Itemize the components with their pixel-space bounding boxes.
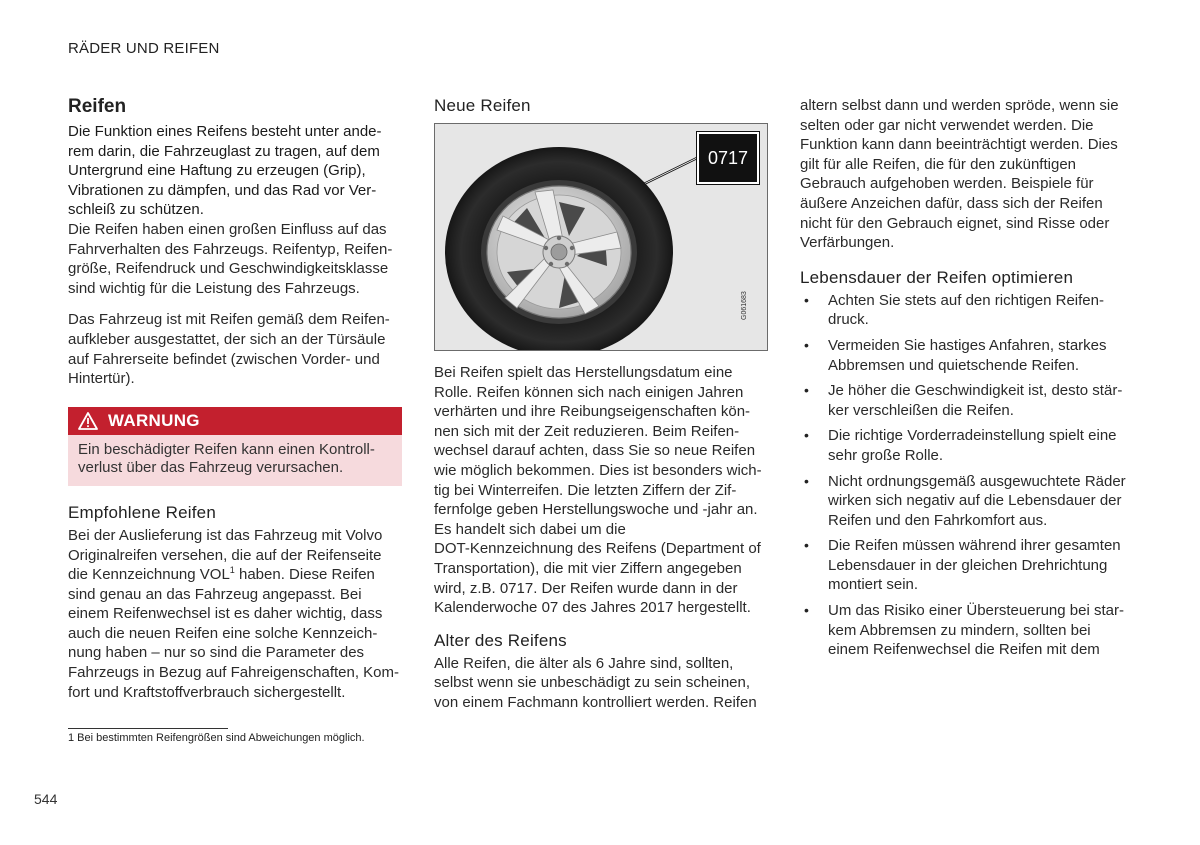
text-line: Transportation), die mit vier Ziffern angegeben xyxy=(434,559,742,577)
text-line: Das Fahrzeug ist mit Reifen gemäß dem Reifen- xyxy=(68,311,390,329)
text-line: fort und Kraftstoffverbrauch sichergestellt. xyxy=(68,683,346,701)
paragraph-recommended xyxy=(68,526,402,702)
paragraph-continued xyxy=(800,96,1134,253)
footnote-marker: 1 xyxy=(229,565,235,576)
warning-header xyxy=(68,407,402,435)
footnote-number: 1 xyxy=(68,732,75,744)
text-line: nicht für den Gebrauch eignet, sind Risse oder xyxy=(800,214,1110,232)
text-line: Untergrund eine Haftung zu erzeugen (Grip), xyxy=(68,162,366,180)
text-line: gilt für alle Reifen, die für den zukünftigen xyxy=(800,155,1076,173)
text-line: äußere Anzeichen dafür, dass sich der Reifen xyxy=(800,194,1103,212)
heading-lebensdauer: Lebensdauer der Reifen optimieren xyxy=(800,267,1074,287)
text-line: ker verschleißen die Reifen. xyxy=(828,401,1014,419)
paragraph-production-date xyxy=(434,363,768,618)
text-line: Fahrverhalten des Fahrzeugs. Reifentyp, Reifen- xyxy=(68,240,393,258)
text-line: Die Funktion eines Reifens besteht unter ande- xyxy=(68,123,382,140)
text-line: DOT-Kennzeichnung des Reifens (Department of xyxy=(434,540,761,558)
text-line: druck. xyxy=(828,311,869,329)
text-line: fernfolge geben Herstellungswoche und -jahr an. xyxy=(434,501,758,519)
text-line xyxy=(68,565,402,585)
text-line: Es handelt sich dabei um die xyxy=(434,520,626,538)
footnote xyxy=(68,732,365,744)
warning-title: WARNUNG xyxy=(108,410,200,430)
tyre-figure xyxy=(434,123,768,351)
text-line: nung haben – nur so sind die Parameter des xyxy=(68,644,365,662)
text-line: selten oder gar nicht verwendet werden. Die xyxy=(800,116,1094,134)
text-line: verhärten und ihre Reibungseigenschaften kön- xyxy=(434,403,751,421)
heading-reifen: Reifen xyxy=(68,96,127,117)
text-line: montiert sein. xyxy=(828,576,919,594)
text-line: Reifen und den Fahrkomfort aus. xyxy=(828,511,1048,529)
text-line: Fahrzeugs in Bezug auf Fahreigenschaften, Kom- xyxy=(68,664,400,682)
section-header: RÄDER UND REIFEN xyxy=(68,40,220,57)
text-line: kem Abbremsen zu mindern, sollten bei xyxy=(828,621,1091,639)
text-line: • Um das Risiko einer Übersteuerung bei star- xyxy=(828,602,1124,620)
text-line: Kalenderwoche 07 des Jahres 2017 hergestellt. xyxy=(434,599,751,617)
list-item xyxy=(800,472,1134,531)
warning-triangle-icon xyxy=(78,412,98,430)
text-line: sehr große Rolle. xyxy=(828,446,944,464)
text-line: nen sich mit der Zeit reduzieren. Beim Reifen- xyxy=(434,422,740,440)
text-line: • Die Reifen müssen während ihrer gesamten xyxy=(828,537,1121,555)
text-line: aufkleber ausgestattet, der sich an der Türsäule xyxy=(68,330,386,348)
text-line: Die Reifen haben einen großen Einfluss auf das xyxy=(68,220,387,238)
text-line: Verfärbungen. xyxy=(800,234,895,252)
text-line: Hintertür). xyxy=(68,370,135,388)
text-line: rem darin, die Fahrzeuglast zu tragen, auf dem xyxy=(68,142,380,160)
list-item xyxy=(800,426,1134,465)
text-line: Lebensdauer in der gleichen Drehrichtung xyxy=(828,556,1108,574)
text-line: Alle Reifen, die älter als 6 Jahre sind, sollten, xyxy=(434,654,734,672)
text-line: einem Reifenwechsel ist es daher wichtig, dass xyxy=(68,605,383,623)
paragraph-tyre-age xyxy=(434,654,768,713)
text-line: tig bei Winterreifen. Die letzten Ziffern der Zif- xyxy=(434,481,737,499)
text-line: • Die richtige Vorderradeinstellung spielt eine xyxy=(828,427,1117,445)
text-line: Ein beschädigter Reifen kann einen Kontroll- xyxy=(78,440,375,458)
text-line: wechsel darauf achten, dass Sie so neue Reifen xyxy=(434,442,756,460)
text-line: selbst wenn sie unbeschädigt zu sein scheinen, xyxy=(434,674,751,692)
heading-neue-reifen: Neue Reifen xyxy=(434,96,531,115)
list-item xyxy=(800,291,1134,330)
footnote-text: Bei bestimmten Reifengrößen sind Abweichungen möglich. xyxy=(74,732,365,744)
text-line: • Vermeiden Sie hastiges Anfahren, starkes xyxy=(828,336,1107,354)
text-line: Gebrauch aufgehoben werden. Beispiele für xyxy=(800,175,1094,193)
text-line: schleiß zu schützen. xyxy=(68,201,204,219)
list-item xyxy=(800,336,1134,375)
text-line: verlust über das Fahrzeug verursachen. xyxy=(78,459,344,477)
text-segment: die Kennzeichnung VOL xyxy=(68,566,230,584)
warning-box xyxy=(68,407,402,486)
tips-list xyxy=(800,291,1134,660)
list-item xyxy=(800,601,1134,660)
column-1 xyxy=(68,94,402,702)
footnote-divider xyxy=(68,728,228,729)
text-line: • Achten Sie stets auf den richtigen Reifen- xyxy=(828,291,1104,309)
text-line: wirken sich negativ auf die Lebensdauer der xyxy=(828,492,1122,510)
text-line: sind genau an das Fahrzeug angepasst. Bei xyxy=(68,585,362,603)
warning-text xyxy=(68,435,402,486)
text-line: Vibrationen zu dämpfen, und das Rad vor Ver- xyxy=(68,181,377,199)
text-line: Funktion kann dann beeinträchtigt werden. Dies xyxy=(800,136,1118,154)
list-item xyxy=(800,536,1134,595)
text-line: einem Reifenwechsel die Reifen mit dem xyxy=(828,641,1100,659)
list-item xyxy=(800,381,1134,420)
intro-paragraph xyxy=(68,122,402,220)
text-line: sind wichtig für die Leistung des Fahrzeugs. xyxy=(68,279,360,297)
date-code-label: 0717 xyxy=(697,132,759,184)
text-segment: haben. Diese Reifen xyxy=(234,566,375,584)
figure-id: G061683 xyxy=(741,291,748,320)
paragraph-tyre-label xyxy=(68,310,402,388)
text-line: altern selbst dann und werden spröde, wenn sie xyxy=(800,97,1119,114)
text-line: größe, Reifendruck und Geschwindigkeitsklasse xyxy=(68,260,389,278)
column-2 xyxy=(434,94,768,713)
text-line: Bei der Auslieferung ist das Fahrzeug mit Volvo xyxy=(68,526,383,544)
text-line: Originalreifen versehen, die auf der Reifenseite xyxy=(68,546,382,564)
text-line: von einem Fachmann kontrolliert werden. Reifen xyxy=(434,693,757,711)
text-line: auf Fahrerseite befindet (zwischen Vorder- und xyxy=(68,350,380,368)
text-line: • Nicht ordnungsgemäß ausgewuchtete Räder xyxy=(828,472,1126,490)
text-line: Rolle. Reifen können sich nach einigen Jahren xyxy=(434,383,744,401)
column-3 xyxy=(800,96,1134,666)
text-line: Bei Reifen spielt das Herstellungsdatum eine xyxy=(434,364,733,381)
text-line: Abbremsen und quietschende Reifen. xyxy=(828,356,1080,374)
page-number: 544 xyxy=(34,791,58,807)
text-line: • Je höher die Geschwindigkeit ist, desto stär- xyxy=(828,382,1123,400)
paragraph-influence xyxy=(68,220,402,298)
heading-alter-des-reifens: Alter des Reifens xyxy=(434,630,567,650)
text-line: auch die neuen Reifen eine solche Kennzeich- xyxy=(68,624,378,642)
text-line: wie möglich bekommen. Dies ist besonders wich- xyxy=(434,461,762,479)
heading-empfohlene-reifen: Empfohlene Reifen xyxy=(68,502,216,522)
text-line: wird, z.B. 0717. Der Reifen wurde dann in der xyxy=(434,579,738,597)
